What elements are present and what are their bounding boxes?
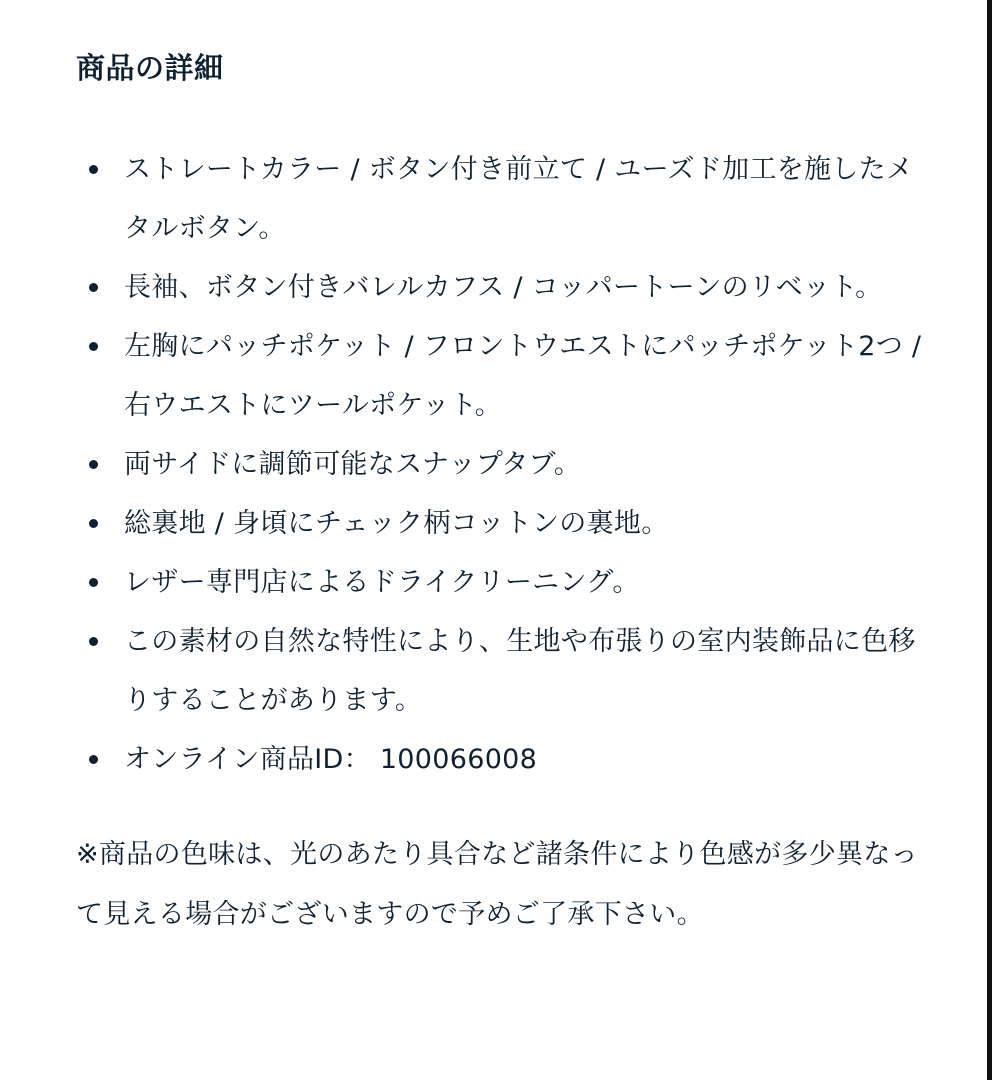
list-item: [76, 317, 926, 435]
bullet-icon: [89, 637, 98, 646]
bullet-icon: [89, 578, 98, 587]
list-item-text: ストレートカラー / ボタン付き前立て / ユーズド加工を施したメタルボタン。: [124, 154, 914, 244]
list-item-text: 左胸にパッチポケット / フロントウエストにパッチポケット2つ / 右ウエストにツールポケット。: [124, 331, 922, 421]
bullet-icon: [89, 755, 98, 764]
list-item: [76, 140, 926, 258]
list-item: [76, 612, 926, 730]
list-item: [76, 258, 926, 317]
product-id-text: オンライン商品ID： 100066008: [124, 744, 538, 775]
list-item: [76, 553, 926, 612]
list-item-text: 総裏地 / 身頃にチェック柄コットンの裏地。: [124, 508, 669, 539]
list-item: [76, 494, 926, 553]
bullet-icon: [89, 519, 98, 528]
color-disclaimer-note: ※商品の色味は、光のあたり具合など諸条件により色感が多少異なって見える場合がございますので予めご了承下さい。: [76, 839, 918, 930]
bullet-icon: [89, 460, 98, 469]
list-item-text: 長袖、ボタン付きバレルカフス / コッパートーンのリベット。: [124, 272, 883, 303]
section-title: 商品の詳細: [76, 51, 224, 85]
list-item: [76, 435, 926, 494]
list-item-text: レザー専門店によるドライクリーニング。: [124, 567, 640, 598]
right-edge-rule: [987, 0, 992, 1080]
bullet-icon: [89, 283, 98, 292]
list-item: [76, 730, 926, 789]
bullet-icon: [89, 165, 98, 174]
product-details-section: [76, 46, 926, 945]
bullet-icon: [89, 342, 98, 351]
detail-list: [76, 140, 926, 789]
list-item-text: この素材の自然な特性により、生地や布張りの室内装飾品に色移りすることがあります。: [124, 626, 916, 716]
list-item-text: 両サイドに調節可能なスナップタブ。: [124, 449, 582, 480]
